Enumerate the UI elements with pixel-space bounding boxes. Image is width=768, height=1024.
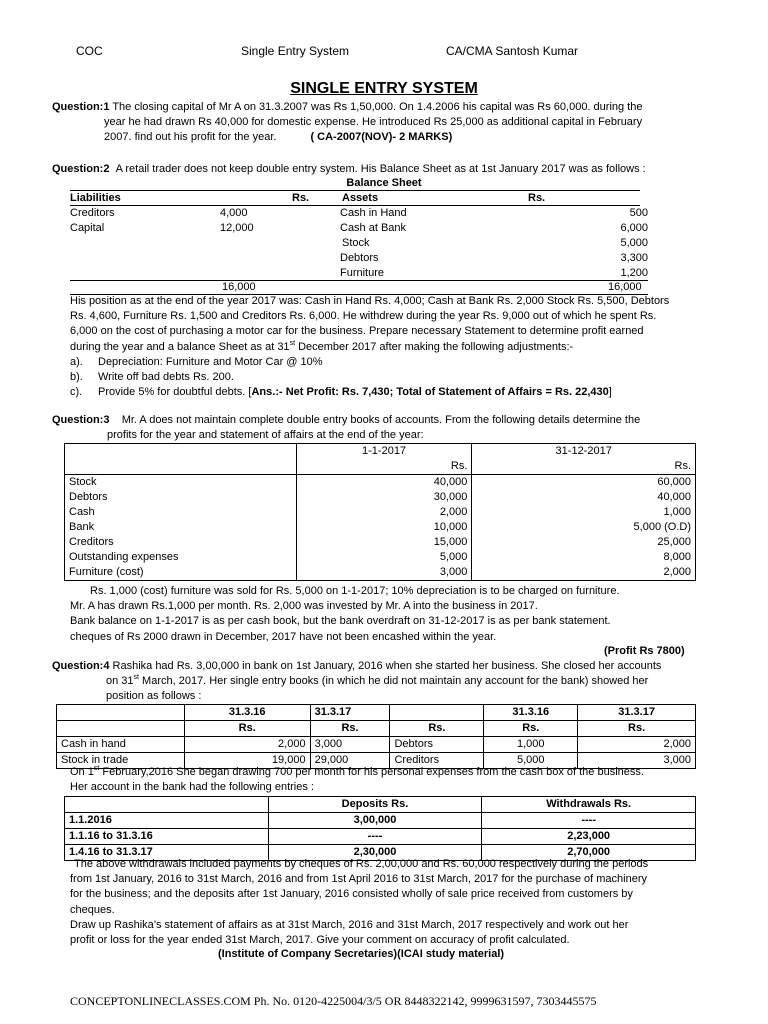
- bs-asset: Debtors: [340, 252, 379, 264]
- q4-t1-h4: 31.3.17: [578, 705, 696, 721]
- q4-t1-value: 2,000: [184, 737, 310, 753]
- q1-line2: year he had drawn Rs 40,000 for domestic expense. He introduced Rs 25,000 as additional capital in February: [104, 116, 643, 129]
- q3-note-1: Rs. 1,000 (cost) furniture was sold for Rs. 5,000 on 1-1-2017; 10% depreciation is to be charged on furniture.: [90, 585, 620, 597]
- q4-t1-rs: Rs.: [578, 721, 696, 737]
- q4-t1-value: 3,000: [310, 737, 390, 753]
- table-row: [65, 490, 696, 505]
- adj-b: Write off bad debts Rs. 200.: [98, 371, 234, 384]
- adj-a: Depreciation: Furniture and Motor Car @ 10%: [98, 355, 323, 368]
- q4-middle-text: [70, 765, 644, 795]
- table-row: [65, 565, 696, 581]
- header-left: COC: [76, 44, 103, 58]
- bs-asset: Cash at Bank: [340, 222, 407, 234]
- q4-m1b: February,2016 She began drawing 700 per month for his personal expenses from the cash box of the business.: [99, 766, 644, 778]
- bs-row: [66, 251, 652, 266]
- q4-t2-period: 1.1.16 to 31.3.16: [65, 829, 269, 845]
- q4-t2-withdrawal: 2,70,000: [482, 845, 696, 861]
- q3-col1-rs: Rs.: [296, 459, 472, 475]
- q4-t2-withdrawals-header: Withdrawals Rs.: [482, 797, 696, 813]
- q4-t1-rs-row: [57, 721, 696, 737]
- bs-liability-amount: 4,000: [220, 207, 248, 219]
- footer-contact: CONCEPTONLINECLASSES.COM Ph. No. 0120-4225004/3/5 OR 8448322142, 9999631597, 7303445575: [70, 994, 597, 1008]
- q4-e2: from 1st January, 2016 to 31st March, 2016 and from 1st April 2016 to 31st March, 2017 for the purchase of machinery: [70, 873, 647, 886]
- q1-block: [52, 100, 642, 146]
- q4-e3: for the business; and the deposits after 1st January, 2016 consisted wholly of sale price received from customers by: [70, 888, 633, 901]
- q3-value-1: 30,000: [296, 490, 472, 505]
- bs-row: [66, 206, 652, 221]
- bs-header-liabilities: Liabilities: [70, 192, 121, 204]
- bs-liability-amount: [216, 266, 326, 281]
- q3-item: Bank: [65, 520, 297, 535]
- bs-liability: [66, 266, 216, 281]
- bs-asset-amount: 500: [629, 207, 648, 219]
- q4-t1-item-b: Creditors: [390, 753, 484, 769]
- table-row: [65, 813, 696, 829]
- q4-t2-withdrawal: 2,23,000: [482, 829, 696, 845]
- bs-row: [66, 221, 652, 236]
- q2-p4-sup: st: [289, 339, 296, 347]
- q4-m2: Her account in the bank had the following entries :: [70, 781, 314, 794]
- q2-p3: 6,000 on the cost of purchasing a motor car for the business. Prepare necessary Statement to determine profit earned: [70, 325, 644, 338]
- q1-label: Question:1: [52, 101, 110, 113]
- q4-t1-header: [57, 705, 696, 721]
- bs-asset-amount: 3,300: [620, 252, 648, 264]
- adj-c-key: c).: [70, 386, 83, 399]
- q4-t1-item-a: Stock in trade: [57, 753, 185, 769]
- q4-t2-header: [65, 797, 696, 813]
- table-row: [65, 550, 696, 565]
- q3-line2: profits for the year and statement of affairs at the end of the year:: [107, 429, 424, 442]
- q3-item: Cash: [65, 505, 297, 520]
- q4-t1-rs: Rs.: [484, 721, 578, 737]
- q4-line2a: on 31: [106, 675, 134, 688]
- bs-asset-amount: 6,000: [620, 222, 648, 234]
- q4-e1: The above withdrawals included payments by cheques of Rs. 2,00,000 and Rs. 60,000 respectively during the periods: [74, 858, 649, 870]
- q4-line2-sup: st: [133, 674, 139, 682]
- q4-intro: [52, 659, 661, 705]
- bs-header-assets: Assets: [342, 192, 379, 204]
- q4-t1-rs: Rs.: [390, 721, 484, 737]
- q4-t1-item-a: Cash in hand: [57, 737, 185, 753]
- q4-line2b: March, 2017. Her single entry books (in which he did not maintain any account for the bank) showed her: [138, 675, 649, 688]
- table-row: [65, 829, 696, 845]
- bs-liability: Creditors: [70, 207, 115, 219]
- q4-m1-sup: st: [93, 765, 100, 772]
- q4-e6: profit or loss for the year ended 31st March, 2017. Give your comment on accuracy of profit calculated.: [70, 934, 570, 947]
- q4-t1-h1: 31.3.16: [184, 705, 310, 721]
- bs-liability-amount: [216, 251, 326, 266]
- q3-value-2: 5,000 (O.D): [472, 520, 696, 535]
- q4-t2-withdrawal: ----: [482, 813, 696, 829]
- adj-a-key: a).: [70, 355, 83, 368]
- bs-row: [66, 236, 652, 251]
- bs-header-rs2: Rs.: [528, 192, 546, 204]
- q3-value-1: 3,000: [296, 565, 472, 581]
- q4-t1-h2: 31.3.17: [310, 705, 390, 721]
- bs-liability-amount: 12,000: [220, 222, 254, 234]
- header-right: CA/CMA Santosh Kumar: [446, 44, 579, 58]
- q3-header-row: [65, 444, 696, 460]
- q3-col2-header: 31-12-2017: [472, 444, 696, 460]
- q2-p4a: during the year and a balance Sheet as at 31: [70, 340, 290, 353]
- bs-total-rule: [70, 280, 648, 281]
- q3-value-2: 2,000: [472, 565, 696, 581]
- q3-intro: [52, 413, 640, 443]
- q2-p2: Rs. 4,600, Furniture Rs. 1,500 and Creditors Rs. 6,000. He withdrew during the year Rs. 9,000 out of which he spent Rs.: [70, 310, 657, 323]
- q3-value-2: 25,000: [472, 535, 696, 550]
- q4-t1-value: 2,000: [578, 737, 696, 753]
- bs-asset-amount: 5,000: [620, 237, 648, 249]
- q3-item: Stock: [65, 475, 297, 491]
- q3-rs-row: [65, 459, 696, 475]
- q4-t1-h3: 31.3.16: [484, 705, 578, 721]
- q1-ref: ( CA-2007(NOV)- 2 MARKS): [310, 131, 453, 144]
- q4-t2-period: 1.1.2016: [65, 813, 269, 829]
- q4-t1-value: 29,000: [310, 753, 390, 769]
- page-title: SINGLE ENTRY SYSTEM: [290, 80, 478, 97]
- bs-liability: Capital: [70, 222, 105, 234]
- q2-answer: Ans.:- Net Profit: Rs. 7,430; Total of Statement of Affairs = Rs. 22,430: [251, 386, 609, 399]
- q4-t1-value: 19,000: [184, 753, 310, 769]
- bs-total-assets: 16,000: [608, 281, 642, 293]
- q3-profit: (Profit Rs 7800): [604, 645, 685, 657]
- q3-value-1: 40,000: [296, 475, 472, 491]
- q2-answer-close: ]: [608, 386, 612, 399]
- q3-value-1: 2,000: [296, 505, 472, 520]
- q4-t1-item-b: Debtors: [390, 737, 484, 753]
- table-row: [65, 475, 696, 491]
- q4-label: Question:4: [52, 660, 110, 672]
- q4-t1-value: 3,000: [578, 753, 696, 769]
- q3-value-1: 10,000: [296, 520, 472, 535]
- q3-table: [64, 443, 696, 581]
- q4-e5: Draw up Rashika’s statement of affairs as at 31st March, 2016 and 31st March, 2017 respectively and work out her: [70, 918, 629, 931]
- q4-position-table: [56, 704, 696, 769]
- q3-note-2: Mr. A has drawn Rs.1,000 per month. Rs. 2,000 was invested by Mr. A into the business in 2017.: [70, 600, 538, 613]
- q2-line1: A retail trader does not keep double entry system. His Balance Sheet as at 1st January 2017 was as follows :: [115, 163, 646, 175]
- q4-t1-value: 1,000: [484, 737, 578, 753]
- q3-item: Creditors: [65, 535, 297, 550]
- q4-source: (Institute of Company Secretaries)(ICAI study material): [218, 948, 505, 960]
- table-row: [65, 520, 696, 535]
- q3-value-2: 60,000: [472, 475, 696, 491]
- table-row: [57, 737, 696, 753]
- bs-total-liabilities: 16,000: [222, 281, 256, 293]
- q4-line3: position as follows :: [106, 690, 202, 703]
- header-center: Single Entry System: [241, 44, 350, 58]
- q3-value-2: 8,000: [472, 550, 696, 565]
- q3-line1: Mr. A does not maintain complete double entry books of accounts. From the following details determine the: [121, 414, 641, 426]
- q3-value-2: 1,000: [472, 505, 696, 520]
- q4-t2-deposits-header: Deposits Rs.: [268, 797, 482, 813]
- adj-c: Provide 5% for doubtful debts. [: [98, 386, 252, 399]
- q3-item: Outstanding expenses: [65, 550, 297, 565]
- balance-sheet-table: [66, 206, 652, 281]
- bs-header-rs1: Rs.: [292, 192, 310, 204]
- q3-label: Question:3: [52, 414, 110, 426]
- q3-item: Furniture (cost): [65, 565, 297, 581]
- q4-e4: cheques.: [70, 903, 115, 916]
- q4-t2-deposit: ----: [268, 829, 482, 845]
- q4-t2-deposit: 2,30,000: [268, 845, 482, 861]
- bs-asset-amount: 1,200: [620, 267, 648, 279]
- q4-t1-rs: Rs.: [184, 721, 310, 737]
- q1-line3: 2007. find out his profit for the year.: [104, 131, 277, 144]
- q1-line1: The closing capital of Mr A on 31.3.2007 was Rs 1,50,000. On 1.4.2006 his capital was Rs 60,000. during the: [112, 101, 643, 113]
- q3-col2-rs: Rs.: [472, 459, 696, 475]
- bs-asset: Stock: [342, 237, 370, 249]
- q2-position-text: [70, 294, 669, 400]
- q4-explanation: [70, 857, 648, 948]
- q2-p4b: December 2017 after making the following adjustments:-: [295, 340, 574, 353]
- bs-row: [66, 266, 652, 281]
- q3-value-1: 5,000: [296, 550, 472, 565]
- bs-liability: [66, 251, 216, 266]
- q3-note-3: Bank balance on 1-1-2017 is as per cash book, but the bank overdraft on 31-12-2017 is as per bank statement.: [70, 615, 611, 628]
- q4-bank-table: [64, 796, 696, 861]
- q4-t2-period: 1.4.16 to 31.3.17: [65, 845, 269, 861]
- q4-m1a: On 1: [70, 766, 94, 778]
- q3-value-2: 40,000: [472, 490, 696, 505]
- q4-t1-rs: Rs.: [310, 721, 390, 737]
- adj-b-key: b).: [70, 371, 83, 384]
- table-row: [65, 505, 696, 520]
- q2-p1: His position as at the end of the year 2017 was: Cash in Hand Rs. 4,000; Cash at Bank Rs. 2,000 Stock Rs. 5,500, Debtors: [70, 295, 670, 307]
- balance-sheet-title: Balance Sheet: [346, 177, 422, 189]
- q2-label: Question:2: [52, 163, 110, 175]
- q4-t1-value: 5,000: [484, 753, 578, 769]
- q3-col1-header: 1-1-2017: [296, 444, 472, 460]
- table-row: [65, 535, 696, 550]
- q3-value-1: 15,000: [296, 535, 472, 550]
- q3-item: Debtors: [65, 490, 297, 505]
- bs-liability: [66, 236, 216, 251]
- q3-note-4: cheques of Rs 2000 drawn in December, 2017 have not been encashed within the year.: [70, 630, 497, 643]
- bs-asset: Cash in Hand: [340, 207, 407, 219]
- bs-liability-amount: [216, 236, 326, 251]
- q3-notes: [70, 584, 620, 645]
- bs-asset: Furniture: [340, 267, 385, 279]
- q2-intro: [52, 162, 646, 177]
- q4-t2-deposit: 3,00,000: [268, 813, 482, 829]
- q4-line1: Rashika had Rs. 3,00,000 in bank on 1st January, 2016 when she started her business. She closed her accounts: [112, 660, 662, 672]
